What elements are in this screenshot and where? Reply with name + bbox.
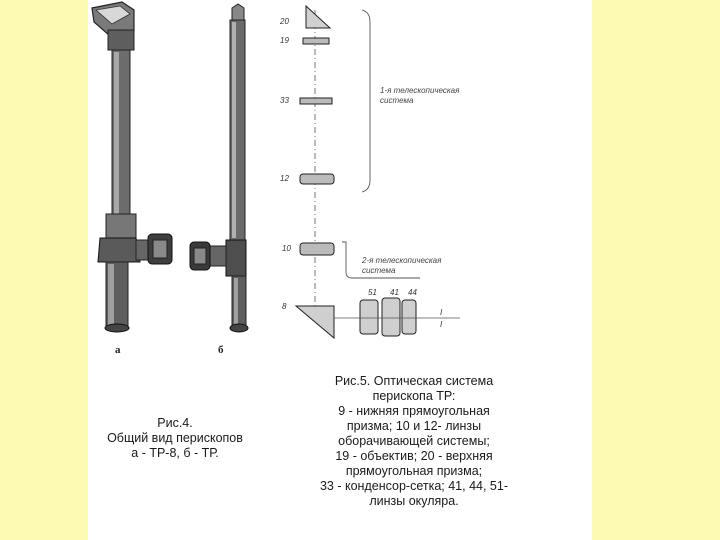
label-8: 8 [282,302,287,311]
label-10: 10 [282,244,291,253]
axis-mark-top: I [440,308,443,317]
label-41: 41 [390,288,399,297]
label-19: 19 [280,36,289,45]
group2-label: 2-я телескопическая система [362,256,442,275]
group1-label: 1-я телескопическая система [380,86,460,105]
periscope-b-drawing [190,4,248,332]
label-33: 33 [280,96,289,105]
label-b: б [218,344,224,356]
periscope-a-drawing [92,2,172,332]
axis-mark-bottom: I [440,320,443,329]
label-51: 51 [368,288,377,297]
label-20: 20 [280,17,289,26]
label-a: а [115,344,121,356]
figure5-caption: Рис.5. Оптическая система перископа ТР: 9 - нижняя прямоугольная призма; 10 и 12- линзы оборачивающей системы; 19 - объектив; 20 - верхняя прямоугольная призма; 33 - конденсор-сетка; 41, 44, 51- линзы окуляра. [319,374,508,508]
label-44: 44 [408,288,417,297]
label-12: 12 [280,174,289,183]
figure4-caption: Рис.4. Общий вид перископов а - ТР-8, б - ТР. [107,416,243,460]
optical-scheme [296,6,460,338]
